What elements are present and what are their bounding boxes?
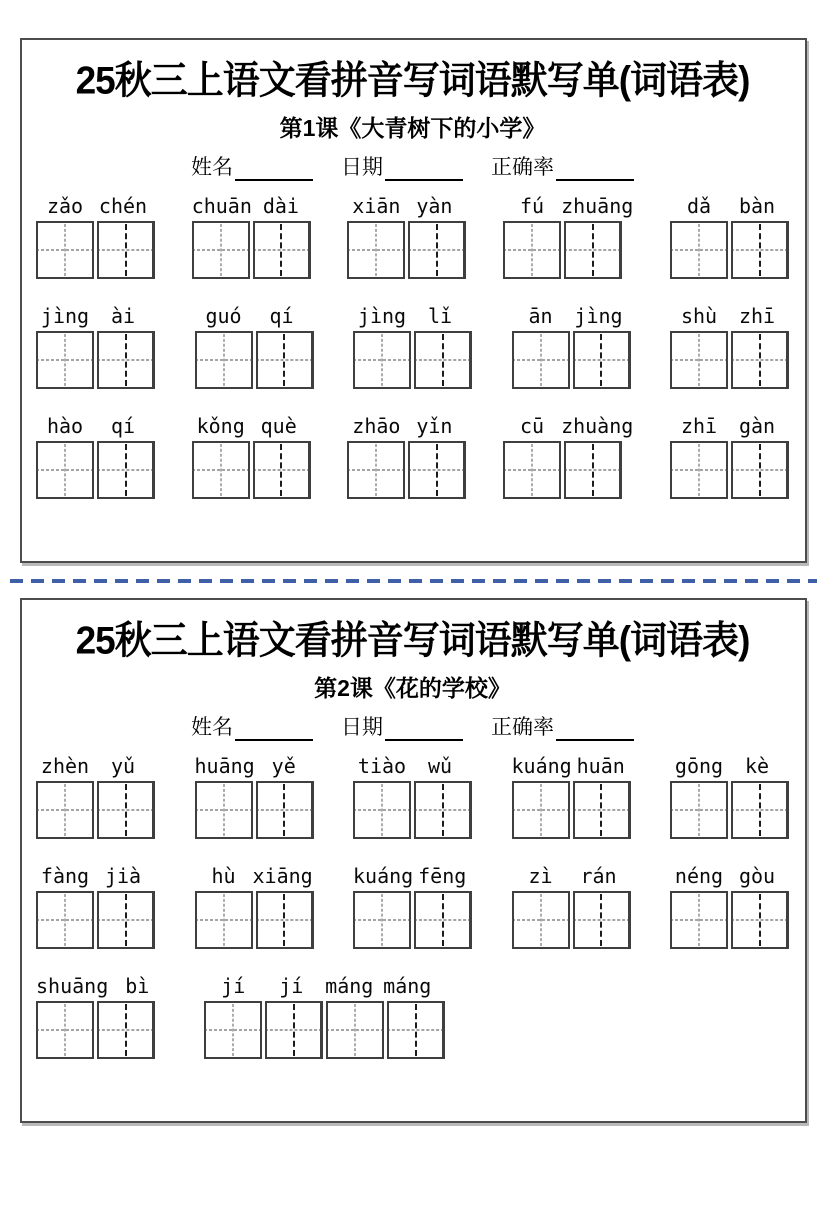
pinyin-syllable: qí — [269, 304, 294, 329]
pinyin-syllable: rán — [580, 864, 617, 889]
date-blank — [385, 715, 463, 741]
pinyin-row — [503, 415, 633, 438]
pinyin-row — [195, 755, 314, 778]
writing-box-row — [353, 781, 472, 839]
pinyin-syllable: huān — [576, 754, 625, 779]
pinyin-syllable: zhāo — [352, 414, 401, 439]
pinyin-syllable: yě — [271, 754, 296, 779]
writing-box-row — [192, 221, 311, 279]
writing-box — [97, 441, 155, 499]
word-group — [512, 755, 631, 839]
pinyin-syllable: guó — [205, 304, 242, 329]
writing-box — [253, 221, 311, 279]
writing-box — [573, 331, 631, 389]
word-group — [195, 305, 314, 389]
writing-box-row — [36, 221, 155, 279]
word-row — [36, 195, 789, 279]
writing-box — [204, 1001, 262, 1059]
writing-box-row — [192, 441, 311, 499]
writing-box — [256, 781, 314, 839]
writing-box — [253, 441, 311, 499]
writing-box — [564, 221, 622, 279]
word-group — [36, 755, 155, 839]
sheet-title: 25秋三上语文看拼音写词语默写单(词语表) — [75, 59, 750, 102]
pinyin-syllable: bì — [125, 974, 150, 999]
pinyin-row — [36, 195, 155, 218]
writing-box — [731, 781, 789, 839]
name-field — [191, 711, 313, 741]
writing-box-row — [512, 331, 631, 389]
pinyin-row — [192, 415, 311, 438]
pinyin-row — [347, 415, 466, 438]
writing-box — [670, 781, 728, 839]
writing-box — [353, 781, 411, 839]
pinyin-syllable: gōng — [674, 754, 724, 779]
pinyin-row — [195, 865, 314, 888]
word-group — [195, 755, 314, 839]
writing-box — [414, 781, 472, 839]
writing-box — [353, 891, 411, 949]
writing-box — [564, 441, 622, 499]
pinyin-row — [512, 865, 631, 888]
word-row — [36, 755, 789, 839]
writing-box — [408, 221, 466, 279]
pinyin-row — [353, 305, 472, 328]
word-group — [512, 865, 631, 949]
pinyin-syllable: kè — [744, 754, 770, 779]
writing-box — [265, 1001, 323, 1059]
writing-box — [503, 441, 561, 499]
word-group — [512, 305, 631, 389]
date-blank — [385, 155, 463, 181]
writing-box — [408, 441, 466, 499]
pinyin-syllable: hào — [46, 414, 84, 439]
writing-box — [195, 331, 253, 389]
word-grid — [34, 755, 791, 1059]
pinyin-row — [670, 755, 789, 778]
name-blank — [235, 715, 313, 741]
accuracy-label: 正确率 — [491, 156, 554, 180]
name-blank — [235, 155, 313, 181]
pinyin-row — [670, 195, 789, 218]
pinyin-row — [204, 975, 445, 998]
writing-box — [503, 221, 561, 279]
pinyin-syllable: xiān — [352, 194, 401, 219]
writing-box — [36, 891, 94, 949]
word-group — [670, 755, 789, 839]
pinyin-syllable: ān — [528, 304, 553, 329]
writing-box-row — [36, 891, 155, 949]
word-group — [503, 415, 633, 499]
pinyin-syllable: tiào — [357, 754, 407, 779]
name-label: 姓名 — [191, 716, 233, 740]
worksheet-sheet-1 — [20, 38, 807, 563]
writing-box — [573, 891, 631, 949]
writing-box — [97, 331, 155, 389]
accuracy-field — [491, 151, 634, 181]
writing-box-row — [36, 781, 155, 839]
word-group — [36, 975, 166, 1059]
writing-box — [573, 781, 631, 839]
writing-box-row — [347, 441, 466, 499]
writing-box-row — [670, 891, 789, 949]
writing-box-row — [353, 891, 472, 949]
writing-box — [97, 221, 155, 279]
writing-box — [36, 331, 94, 389]
pinyin-syllable: jià — [104, 864, 142, 889]
pinyin-syllable: zhī — [680, 414, 718, 439]
pinyin-row — [670, 305, 789, 328]
pinyin-syllable: máng — [383, 974, 432, 999]
date-field — [341, 711, 463, 741]
word-row — [36, 305, 789, 389]
writing-box — [326, 1001, 384, 1059]
pinyin-syllable: gòu — [738, 864, 776, 889]
pinyin-row — [353, 755, 472, 778]
word-group — [36, 195, 155, 279]
writing-box-row — [353, 331, 472, 389]
word-group — [670, 865, 789, 949]
writing-box — [192, 441, 250, 499]
word-group — [36, 305, 155, 389]
writing-box — [731, 441, 789, 499]
pinyin-row — [512, 755, 631, 778]
pinyin-row — [36, 305, 155, 328]
writing-box — [97, 1001, 155, 1059]
pinyin-syllable: dài — [262, 194, 299, 219]
writing-box-row — [204, 1001, 445, 1059]
writing-box-row — [195, 781, 314, 839]
word-group — [353, 755, 472, 839]
word-group — [204, 975, 445, 1059]
pinyin-syllable: ài — [110, 304, 136, 329]
date-label: 日期 — [341, 716, 383, 740]
pinyin-row — [36, 975, 166, 998]
accuracy-blank — [556, 155, 634, 181]
pinyin-row — [36, 755, 155, 778]
pinyin-row — [670, 415, 789, 438]
pinyin-syllable: jí — [221, 974, 246, 999]
pinyin-syllable: qí — [110, 414, 136, 439]
pinyin-syllable: yǔ — [110, 754, 136, 779]
writing-box-row — [347, 221, 466, 279]
writing-box — [512, 331, 570, 389]
pinyin-syllable: zhèn — [40, 754, 90, 779]
writing-box-row — [36, 1001, 166, 1059]
pinyin-syllable: jí — [279, 974, 304, 999]
pinyin-syllable: bàn — [738, 194, 776, 219]
writing-box — [670, 331, 728, 389]
pinyin-syllable: chén — [98, 194, 148, 219]
writing-box-row — [670, 221, 789, 279]
pinyin-syllable: fàng — [40, 864, 90, 889]
writing-box — [195, 891, 253, 949]
pinyin-row — [347, 195, 466, 218]
pinyin-row — [195, 305, 314, 328]
sheet-title: 25秋三上语文看拼音写词语默写单(词语表) — [75, 619, 750, 662]
pinyin-row — [353, 865, 472, 888]
writing-box — [97, 891, 155, 949]
writing-box — [347, 441, 405, 499]
writing-box-row — [195, 331, 314, 389]
writing-box — [670, 221, 728, 279]
writing-box — [731, 891, 789, 949]
writing-box — [36, 221, 94, 279]
pinyin-syllable: kǒng — [196, 414, 245, 439]
writing-box — [731, 221, 789, 279]
pinyin-syllable: zhī — [738, 304, 776, 329]
pinyin-syllable: zhuàng — [561, 414, 634, 439]
pinyin-syllable: huāng — [194, 754, 255, 779]
writing-box — [256, 891, 314, 949]
writing-box-row — [503, 221, 633, 279]
writing-box — [192, 221, 250, 279]
word-group — [670, 415, 789, 499]
worksheet-page — [0, 38, 827, 1123]
page-divider — [10, 579, 817, 583]
word-group — [503, 195, 633, 279]
writing-box — [353, 331, 411, 389]
accuracy-blank — [556, 715, 634, 741]
pinyin-row — [36, 415, 155, 438]
writing-box — [512, 891, 570, 949]
lesson-subtitle: 第2课《花的学校》 — [314, 675, 511, 702]
word-group — [192, 195, 311, 279]
pinyin-row — [192, 195, 311, 218]
pinyin-row — [503, 195, 633, 218]
writing-box-row — [670, 781, 789, 839]
word-group — [353, 305, 472, 389]
pinyin-syllable: kuáng — [511, 754, 572, 779]
info-fields — [34, 711, 791, 741]
word-group — [347, 195, 466, 279]
pinyin-syllable: xiāng — [252, 864, 313, 889]
writing-box — [670, 441, 728, 499]
writing-box — [512, 781, 570, 839]
word-grid — [34, 195, 791, 499]
pinyin-syllable: néng — [674, 864, 724, 889]
writing-box — [36, 1001, 94, 1059]
pinyin-syllable: jìng — [574, 304, 623, 329]
pinyin-syllable: chuān — [191, 194, 252, 219]
word-group — [36, 865, 155, 949]
name-label: 姓名 — [191, 156, 233, 180]
pinyin-syllable: fú — [520, 194, 545, 219]
writing-box — [670, 891, 728, 949]
writing-box — [347, 221, 405, 279]
writing-box — [414, 891, 472, 949]
pinyin-syllable: lǐ — [427, 304, 453, 329]
writing-box-row — [512, 781, 631, 839]
writing-box — [256, 331, 314, 389]
writing-box — [97, 781, 155, 839]
date-field — [341, 151, 463, 181]
pinyin-syllable: cū — [520, 414, 545, 439]
pinyin-syllable: máng — [325, 974, 374, 999]
writing-box-row — [36, 331, 155, 389]
writing-box — [387, 1001, 445, 1059]
writing-box-row — [512, 891, 631, 949]
pinyin-syllable: dǎ — [686, 194, 712, 219]
pinyin-row — [36, 865, 155, 888]
word-group — [195, 865, 314, 949]
writing-box — [414, 331, 472, 389]
pinyin-syllable: yǐn — [416, 414, 453, 439]
worksheet-sheet-2 — [20, 598, 807, 1123]
writing-box — [36, 781, 94, 839]
word-row — [36, 975, 789, 1059]
pinyin-syllable: gàn — [738, 414, 776, 439]
pinyin-syllable: shù — [680, 304, 718, 329]
writing-box-row — [503, 441, 633, 499]
info-fields — [34, 151, 791, 181]
word-group — [192, 415, 311, 499]
pinyin-syllable: zì — [528, 864, 553, 889]
accuracy-label: 正确率 — [491, 716, 554, 740]
writing-box — [195, 781, 253, 839]
pinyin-syllable: wǔ — [427, 754, 453, 779]
word-group — [670, 305, 789, 389]
pinyin-row — [512, 305, 631, 328]
accuracy-field — [491, 711, 634, 741]
name-field — [191, 151, 313, 181]
word-group — [670, 195, 789, 279]
pinyin-syllable: fēng — [418, 864, 467, 889]
word-group — [36, 415, 155, 499]
word-group — [347, 415, 466, 499]
pinyin-syllable: kuáng — [353, 864, 414, 889]
word-group — [353, 865, 472, 949]
pinyin-syllable: què — [260, 414, 297, 439]
pinyin-syllable: zǎo — [46, 194, 84, 219]
pinyin-syllable: zhuāng — [561, 194, 634, 219]
writing-box-row — [670, 441, 789, 499]
word-row — [36, 865, 789, 949]
writing-box-row — [36, 441, 155, 499]
pinyin-syllable: yàn — [416, 194, 453, 219]
pinyin-syllable: shuāng — [36, 974, 109, 999]
writing-box — [36, 441, 94, 499]
writing-box — [731, 331, 789, 389]
pinyin-row — [670, 865, 789, 888]
word-row — [36, 415, 789, 499]
pinyin-syllable: jìng — [40, 304, 90, 329]
pinyin-syllable: hù — [211, 864, 236, 889]
lesson-subtitle: 第1课《大青树下的小学》 — [279, 115, 546, 142]
date-label: 日期 — [341, 156, 383, 180]
writing-box-row — [670, 331, 789, 389]
pinyin-syllable: jìng — [357, 304, 407, 329]
writing-box-row — [195, 891, 314, 949]
